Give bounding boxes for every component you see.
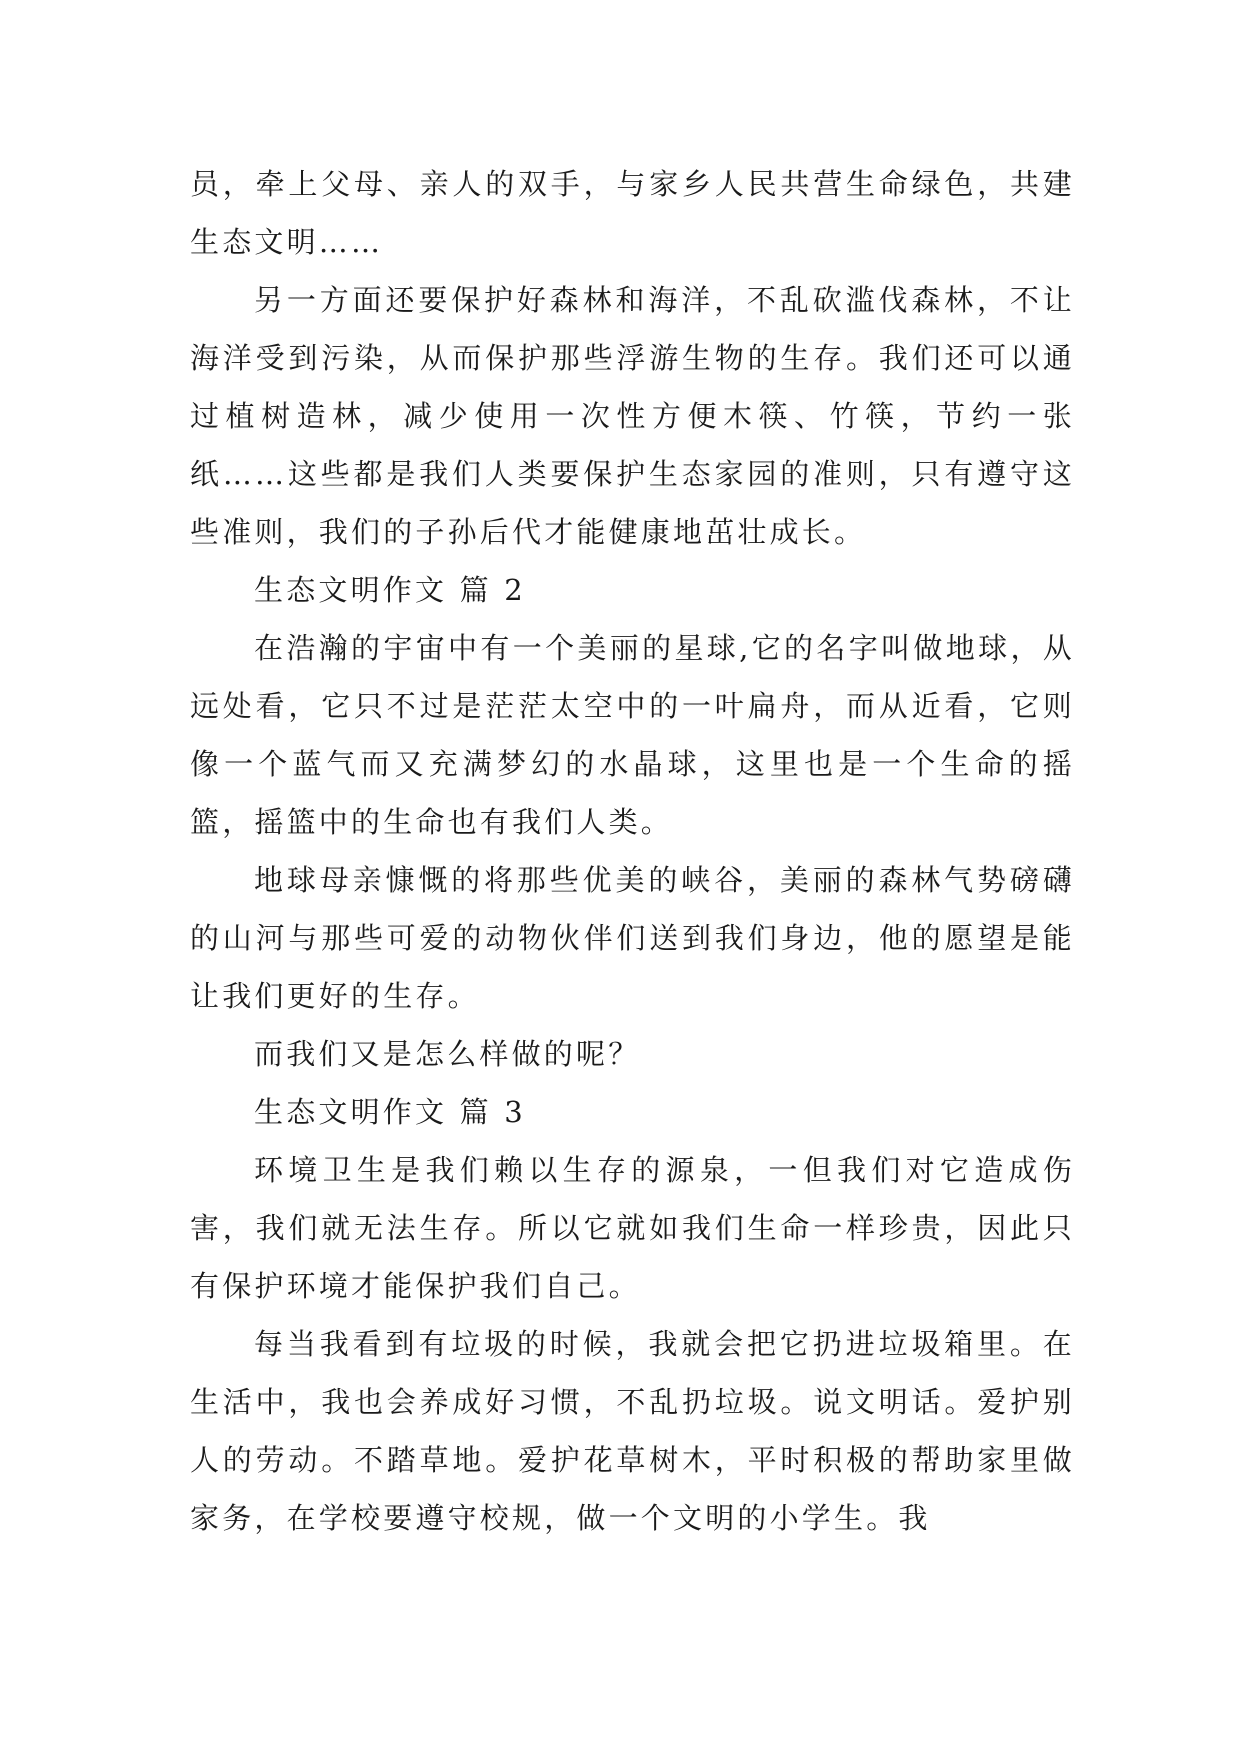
paragraph-question: 而我们又是怎么样做的呢？ xyxy=(254,1037,641,1071)
paragraph-garbage-habits: 每当我看到有垃圾的时候，我就会把它扔进垃圾箱里。在生活中，我也会养成好习惯，不乱扔垃圾。说文明话。爱护别人的劳动。不踏草地。爱护花草树木，平时积极的帮助家里做家务，在学校要遵守校规，做一个文明的小学生。我 xyxy=(190,1327,1075,1535)
section-heading-2: 生态文明作文 篇 2 xyxy=(254,573,526,607)
paragraph-continuation: 员，牵上父母、亲人的双手，与家乡人民共营生命绿色，共建生态文明…… xyxy=(190,167,1075,259)
paragraph-earth-universe: 在浩瀚的宇宙中有一个美丽的星球,它的名字叫做地球，从远处看，它只不过是茫茫太空中的一叶扁舟，而从近看，它则像一个蓝气而又充满梦幻的水晶球，这里也是一个生命的摇篮，摇篮中的生命也有我们人类。 xyxy=(190,631,1075,839)
paragraph-protect-forest-ocean: 另一方面还要保护好森林和海洋，不乱砍滥伐森林，不让海洋受到污染，从而保护那些浮游生物的生存。我们还可以通过植树造林，减少使用一次性方便木筷、竹筷，节约一张纸……这些都是我们人类要保护生态家园的准则，只有遵守这些准则，我们的子孙后代才能健康地茁壮成长。 xyxy=(190,283,1075,549)
document-body xyxy=(190,155,1075,1547)
section-heading-3: 生态文明作文 篇 3 xyxy=(254,1095,526,1129)
paragraph-mother-earth: 地球母亲慷慨的将那些优美的峡谷，美丽的森林气势磅礴的山河与那些可爱的动物伙伴们送到我们身边，他的愿望是能让我们更好的生存。 xyxy=(190,863,1075,1013)
paragraph-environment-hygiene: 环境卫生是我们赖以生存的源泉，一但我们对它造成伤害，我们就无法生存。所以它就如我们生命一样珍贵，因此只有保护环境才能保护我们自己。 xyxy=(190,1153,1075,1303)
